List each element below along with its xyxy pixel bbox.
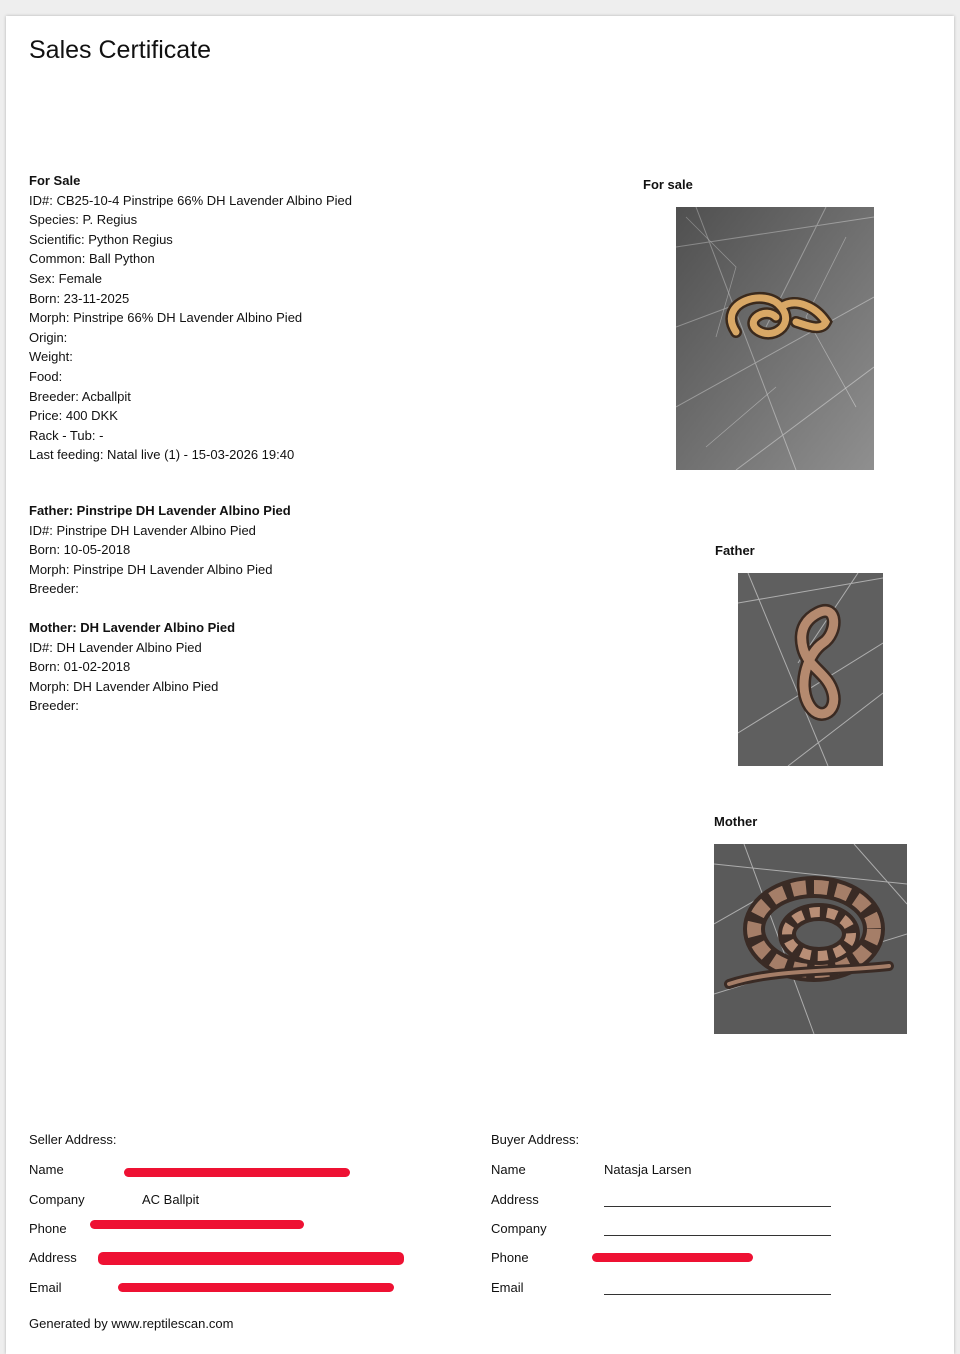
for-sale-details xyxy=(29,171,352,465)
detail-line: Morph: Pinstripe 66% DH Lavender Albino Pied xyxy=(29,310,303,326)
redaction-mark xyxy=(124,1168,350,1177)
buyer-address-label: Address xyxy=(491,1192,539,1207)
page-title: Sales Certificate xyxy=(29,36,212,64)
seller-address-label: Address xyxy=(29,1250,77,1265)
father-photo-caption: Father xyxy=(715,543,755,558)
detail-line: ID#: DH Lavender Albino Pied xyxy=(29,639,202,655)
mother-heading: Mother: DH Lavender Albino Pied xyxy=(29,620,236,635)
buyer-name-label: Name xyxy=(491,1162,526,1177)
detail-line: Born: 01-02-2018 xyxy=(29,659,131,675)
detail-line: Weight: xyxy=(29,349,73,365)
seller-email-label: Email xyxy=(29,1280,62,1295)
buyer-company-blank-line xyxy=(604,1235,831,1236)
detail-line: Breeder: Acballpit xyxy=(29,388,131,404)
buyer-address-heading: Buyer Address: xyxy=(491,1132,580,1147)
father-snake-photo xyxy=(738,573,883,766)
redaction-mark xyxy=(592,1253,753,1262)
seller-company-value: AC Ballpit xyxy=(142,1192,200,1207)
redaction-mark xyxy=(118,1283,394,1292)
mother-photo-caption: Mother xyxy=(714,814,758,829)
detail-line: Born: 23-11-2025 xyxy=(29,290,130,306)
detail-line: ID#: CB25-10-4 Pinstripe 66% DH Lavender Albino Pied xyxy=(29,192,353,208)
buyer-email-label: Email xyxy=(491,1280,524,1295)
detail-line: Rack - Tub: - xyxy=(29,427,104,443)
father-details xyxy=(29,501,291,599)
detail-line: Last feeding: Natal live (1) - 15-03-2026 19:40 xyxy=(29,447,295,463)
mother-snake-photo xyxy=(714,844,907,1034)
for-sale-photo-caption: For sale xyxy=(643,177,693,192)
redaction-mark xyxy=(90,1220,304,1229)
detail-line: Breeder: xyxy=(29,581,79,597)
detail-line: Origin: xyxy=(29,329,68,345)
footer-generated-by: Generated by www.reptilescan.com xyxy=(29,1316,234,1331)
buyer-email-blank-line xyxy=(604,1294,831,1295)
detail-line: Morph: Pinstripe DH Lavender Albino Pied xyxy=(29,561,273,577)
buyer-name-value: Natasja Larsen xyxy=(604,1162,692,1177)
detail-line: Common: Ball Python xyxy=(29,251,155,267)
seller-name-label: Name xyxy=(29,1162,64,1177)
father-heading: Father: Pinstripe DH Lavender Albino Pied xyxy=(29,503,291,518)
buyer-phone-label: Phone xyxy=(491,1250,529,1265)
buyer-company-label: Company xyxy=(491,1221,547,1236)
redaction-mark xyxy=(98,1252,404,1265)
seller-phone-label: Phone xyxy=(29,1221,67,1236)
detail-line: Price: 400 DKK xyxy=(29,408,118,424)
detail-line: Species: P. Regius xyxy=(29,212,138,228)
mother-details xyxy=(29,618,235,716)
certificate-page xyxy=(6,16,954,1354)
for-sale-snake-photo xyxy=(676,207,874,470)
detail-line: Morph: DH Lavender Albino Pied xyxy=(29,678,219,694)
seller-address-heading: Seller Address: xyxy=(29,1132,117,1147)
for-sale-heading: For Sale xyxy=(29,173,81,188)
detail-line: Food: xyxy=(29,368,63,384)
buyer-address-blank-line xyxy=(604,1206,831,1207)
detail-line: Sex: Female xyxy=(29,270,102,286)
detail-line: ID#: Pinstripe DH Lavender Albino Pied xyxy=(29,522,256,538)
detail-line: Scientific: Python Regius xyxy=(29,231,173,247)
detail-line: Breeder: xyxy=(29,698,79,714)
seller-company-label: Company xyxy=(29,1192,85,1207)
detail-line: Born: 10-05-2018 xyxy=(29,542,131,558)
